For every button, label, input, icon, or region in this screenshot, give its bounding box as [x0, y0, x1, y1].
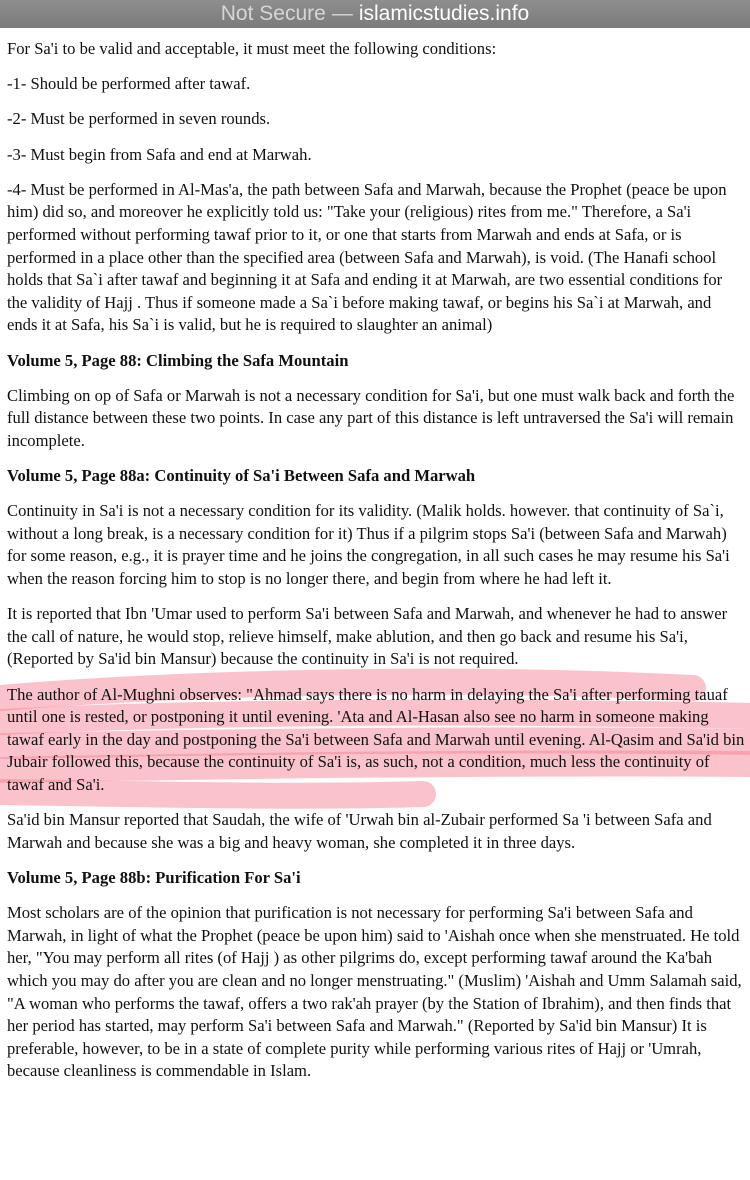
intro-paragraph: For Sa'i to be valid and acceptable, it must meet the following conditions: [7, 39, 497, 58]
section-paragraph: Most scholars are of the opinion that purification is not necessary for performing Sa'i between Safa and Marwah, in light of what the Prophet (peace be upon him) said to 'Aishah once when she menstruated. He told her, "You may perform all rites (of Hajj ) as other pilgrims do, except performing tawaf around the Ka'bah which you may do after you are clean and no longer menstruating." (Muslim) 'Aishah and Umm Salamah said, "A woman who performs the tawaf, offers a two rak'ah prayer (by the Station of Ibrahim), and then finds that her period has started, may perform Sa'i between Safa and Marwah." (Reported by Sa'id bin Mansur) It is preferable, however, to be in a state of complete purity while performing various rites of Hajj or 'Umrah, because cleanliness is commendable in Islam. [7, 903, 742, 1081]
section-heading-climbing: Volume 5, Page 88: Climbing the Safa Mountain [7, 350, 349, 370]
address-separator: — [331, 2, 353, 25]
security-status: Not Secure [220, 2, 326, 25]
address-bar[interactable] [0, 0, 750, 28]
highlighted-paragraph: The author of Al-Mughni observes: "Ahmad says there is no harm in delaying the Sa'i after performing tauaf until one is rested, or postponing it until evening. 'Ata and Al-Hasan also see no harm in someone making tawaf early in the day and postponing the Sa'i between Safa and Marwah until evening. Al-Qasim and Sa'id bin Jubair followed this, because the continuity of Sa'i is, as such, not a condition, much less the continuity of tawaf and Sa'i. [7, 684, 745, 794]
condition-item: -3- Must begin from Safa and end at Marwah. [7, 144, 312, 164]
section-heading-purification: Volume 5, Page 88b: Purification For Sa'i [7, 867, 301, 887]
highlighted-passage [7, 684, 745, 797]
section-paragraph: Continuity in Sa'i is not a necessary condition for its validity. (Malik holds. however. that continuity of Sa`i, without a long break, is a necessary condition for it) Thus if a pilgrim stops Sa'i (between Safa and Marwah) for some reason, e.g., it is prayer time and he joins the congregation, in all such cases he may resume his Sa'i when the reason forcing him to stop is no longer there, and begin from where he had left it. [7, 501, 730, 589]
condition-item: -1- Should be performed after tawaf. [7, 74, 251, 94]
section-paragraph: Climbing on op of Safa or Marwah is not a necessary condition for Sa'i, but one must walk back and forth the full distance between these two points. In case any part of this distance is left untraversed the Sa'i will remain incomplete. [7, 385, 735, 450]
condition-item: -2- Must be performed in seven rounds. [7, 109, 271, 129]
section-heading-continuity: Volume 5, Page 88a: Continuity of Sa'i Between Safa and Marwah [7, 466, 476, 486]
section-paragraph: Sa'id bin Mansur reported that Saudah, the wife of 'Urwah bin al-Zubair performed Sa 'i between Safa and Marwah and because she was a big and heavy woman, she completed it in three days. [7, 810, 712, 852]
condition-item: -4- Must be performed in Al-Mas'a, the path between Safa and Marwah, because the Prophet (peace be upon him) did so, and moreover he explicitly told us: "Take your (religious) rites from me." Therefore, a Sa'i performed without performing tawaf prior to it, or one that starts from Marwah and ends at Safa, or is performed in a place other than the specified area (between Safa and Marwah), is void. (The Hanafi school holds that Sa`i after tawaf and beginning it at Safa and ending it at Marwah, are two essential conditions for the validity of Hajj . Thus if someone made a Sa`i before making tawaf, or begins his Sa`i at Marwah, and ends it at Safa, his Sa`i is valid, but he is required to slaughter an animal) [7, 179, 727, 335]
site-domain: islamicstudies.info [358, 2, 530, 25]
section-paragraph: It is reported that Ibn 'Umar used to perform Sa'i between Safa and Marwah, and whenever he had to answer the call of nature, he would stop, relieve himself, make ablution, and then go back and resume his Sa'i, (Reported by Sa'id bin Mansur) because the continuity in Sa'i is not required. [7, 604, 728, 669]
article-body [7, 38, 745, 1095]
